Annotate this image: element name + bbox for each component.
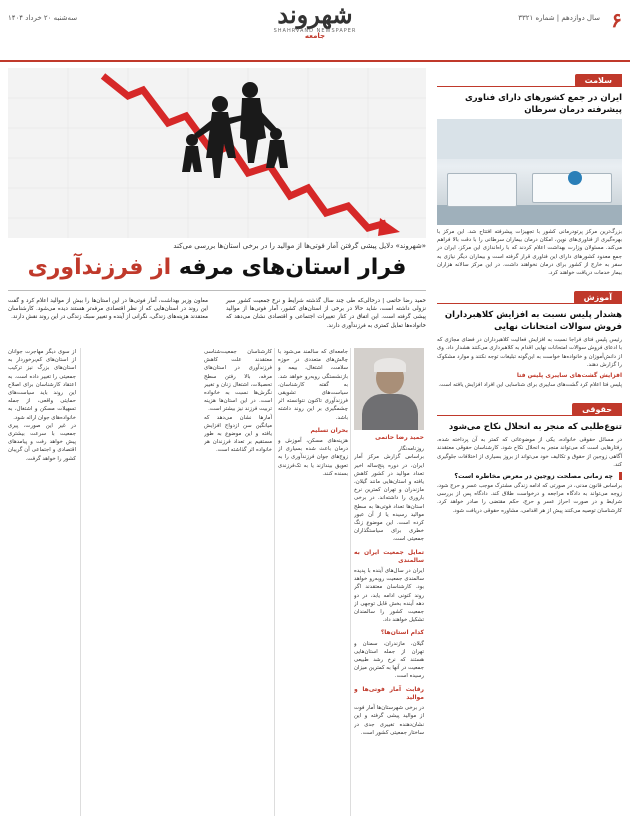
article-subhead: کدام استان‌ها؟ [380,629,424,637]
education-subhead: افزایش گشت‌های سایبری پلیس فتا [516,372,622,380]
main-headline [8,254,426,282]
article-paragraph: ایران در سال‌های آینده با پدیده سالمندی جمعیت روبه‌رو خواهد بود. کارشناسان معتقدند اگر روند کنونی ادامه یابد، در دو دهه آینده بخش قابل توجهی از جمعیت کشور را سالمندان تشکیل خواهند داد. [354,568,424,624]
education-text-2: پلیس فتا اعلام کرد گشت‌های سایبری برای شناسایی این افراد افزایش یافته است. [438,382,622,389]
headline-part3: از فرزندآوری [27,255,172,280]
health-text: بزرگ‌ترین مرکز پرتودرمانی کشور با تجهیزات پیشرفته افتتاح شد. این مرکز با بهره‌گیری از فناوری‌های نوین، امکان درمان بیماران سرطانی را با دقت بالا فراهم می‌کند. مسئولان وزارت بهداشت اعلام کردند که با راه‌اندازی این مرکز، ایران در جمع معدود کشورهای دارای این فناوری قرار گرفته است و بیماران دیگر نیازی به سفر به خارج از کشور برای درمان نخواهند داشت. در این مرکز سالانه هزاران بیمار خدمات دریافت خواهند کرد. [437,229,622,277]
lead-text-right: حمید رضا حاتمی | درحالی‌که طی چند سال گذشته شرایط و نرخ جمعیت کشور سیر نزولی داشته است، شاید حالا در برخی از استان‌های کشور، آمار فوتی‌ها از موالید پیشی گرفته است. این اتفاق در کنار تغییرات اجتماعی و اقتصادی نشان می‌دهد که خانواده‌ها تمایل کمتری به فرزندآوری دارند. [226,298,426,329]
lead-text-left: معاون وزیر بهداشت، آمار فوتی‌ها در این استان‌ها را بیش از موالید اعلام کرد و گفت این روند در استان‌هایی که از نظر اقتصادی مرفه‌تر هستند دیده می‌شود. کارشناسان معتقدند هزینه‌های زندگی، نگرانی از آینده و تغییر سبک زندگی در این روند نقش دارند. [8,298,208,321]
article-paragraph: براساس گزارش مرکز آمار ایران، در دوره پنج‌ساله اخیر تعداد موالید در کشور کاهش یافته و استان‌هایی مانند گیلان، مازندران و تهران کمترین نرخ باروری را داشته‌اند. در برخی استان‌ها تعداد فوتی‌ها به سطح موالید رسیده یا از آن عبور کرده است. این موضوع زنگ خطری برای سیاستگذاران جمعیتی است. [354,454,424,543]
article-subhead: بحران تسلیم [310,426,348,434]
article-paragraph: آمارها نشان می‌دهد که میانگین سن ازدواج افزایش یافته و این موضوع به طور مستقیم بر تعداد فرزندان هر خانواده اثر گذاشته است. [204,414,272,454]
article-paragraph: کارشناسان جمعیت‌شناسی معتقدند علت کاهش فرزندآوری در استان‌های مرفه، بالا رفتن سطح تحصیلات، اشتغال زنان و تغییر نگرش‌ها نسبت به خانواده است. در این استان‌ها هزینه تربیت فرزند نیز بیشتر است. [204,349,272,413]
legal-headline: تنوع‌طلبی که منجر به انحلال نکاح می‌شود [448,422,622,433]
headline-part2: استان‌های مرفه [171,255,359,280]
article-paragraph: هزینه‌های مسکن، آموزش و درمان باعث شده بسیاری از زوج‌های جوان فرزندآوری را به تعویق بیندازند یا به تک‌فرزندی بسنده کنند. [278,438,348,477]
education-headline: هشدار پلیس نسبت به افزایش کلاهبرداران فروش سوالات امتحانات نهایی [444,310,622,333]
sidebar [437,68,622,813]
health-headline: ایران در جمع کشورهای دارای فناوری پیشرفته درمان سرطان [464,93,622,115]
article-subhead: تمایل جمعیت ایران به سالمندی [354,548,424,564]
legal-text-2: براساس قانون مدنی، در صورتی که ادامه زندگی مشترک موجب عسر و حرج شود، زوجه می‌تواند به دادگاه مراجعه و درخواست طلاق کند. دادگاه پس از بررسی شرایط و در صورت احراز عسر و حرج، حکم مقتضی را صادر خواهد کرد. کارشناسان توصیه می‌کنند پیش از هر اقدامی، مشاوره حقوقی دریافت شود. [437,483,622,514]
page-header [0,0,630,62]
article-paragraph: در برخی شهرستان‌ها آمار فوت از موالید پیشی گرفته و این نشان‌دهنده تغییری جدی در ساختار جمعیتی کشور است. [354,705,424,736]
lead-paragraph [8,290,426,342]
newspaper-brand [270,2,360,40]
page-number: ۶ [611,8,622,32]
section-tag-health: سلامت [575,74,622,87]
health-section [437,68,622,277]
section-tag-education: آموزش [574,291,622,304]
headline-part1: فرار [358,255,407,280]
date-info: سه‌شنبه ۲۰ خرداد ۱۴۰۴ [8,14,78,22]
column-divider [80,348,81,816]
legal-section [437,397,622,515]
hospital-photo [437,119,622,225]
education-section [437,285,622,389]
article-column-3 [204,348,272,816]
article-paragraph: در غیر این صورت، پیری جمعیت با سرعت بیشتری پیش خواهد رفت و پیامدهای اقتصادی و اجتماعی آن گریبان کشور را خواهد گرفت. [8,422,76,462]
author-photo [354,348,424,430]
lead-illustration [8,68,426,238]
article-paragraph: جامعه‌ای که سالمند می‌شود با چالش‌های متعددی در حوزه سلامت، اشتغال، بیمه و بازنشستگی روبه‌رو خواهد شد. به گفته کارشناسان، سیاست‌های تشویقی فرزندآوری تاکنون نتوانسته اثر چشمگیری بر این روند داشته باشد. [278,349,348,421]
section-name: جامعه [304,32,326,40]
brand-logo: شهروند [277,0,353,29]
section-tag-legal: حقوقی [572,403,622,416]
declining-graph-illustration [8,68,426,238]
brand-subtitle: SHAHRVAND NEWSPAPER [273,28,357,34]
article-subhead: رقابت آمار فوتی‌ها و موالید [354,685,424,701]
column-divider [350,348,351,816]
education-text: رئیس پلیس فتای فراجا نسبت به افزایش فعالیت کلاهبرداران در فضای مجازی که با ادعای فروش سوالات امتحانات نهایی اقدام به کلاهبرداری می‌کنند هشدار داد. وی از دانش‌آموزان و خانواده‌ها خواست به این‌گونه تبلیغات توجه نکنند و موارد مشکوک را گزارش دهند. [437,337,622,368]
article-column-2 [278,348,348,816]
article-column-4 [8,348,76,816]
article-paragraph: از سوی دیگر مهاجرت جوانان از استان‌های کم‌برخوردار به استان‌های بزرگ نیز ترکیب جمعیتی را تغییر داده است. به اعتقاد کارشناسان برای اصلاح این روند باید سیاست‌های حمایتی واقعی، از جمله تسهیلات مسکن و اشتغال، به خانواده‌های جوان ارائه شود. [8,349,76,421]
author-desc: روزنامه‌نگار [398,446,424,453]
legal-text: در مسائل حقوقی خانواده، یکی از موضوعاتی که کمتر به آن پرداخته شده، رفتارهایی است که می‌تواند منجر به انحلال نکاح شود. کارشناسان حقوقی معتقدند آگاهی زوجین از حقوق و تکالیف خود می‌تواند از بروز بسیاری از اختلافات جلوگیری کند. [437,437,622,468]
issue-info: سال دوازدهم | شماره ۳۳۲۱ [518,14,600,22]
author-name: حمید رضا حاتمی [375,434,424,441]
article-paragraph: گیلان، مازندران، سمنان و تهران از جمله استان‌هایی هستند که نرخ رشد طبیعی جمعیت در آنها به کمترین میزان رسیده است. [354,640,424,680]
column-divider [274,348,275,816]
logo-icon [568,171,582,185]
legal-question: چه زمانی مصلحت زوجین در معرض مخاطره است؟ [437,472,622,480]
article-column-1 [354,348,424,816]
lead-caption: «شهروند» دلایل پیشی گرفتن آمار فوتی‌ها از موالید را در برخی استان‌ها بررسی می‌کند [173,242,426,250]
